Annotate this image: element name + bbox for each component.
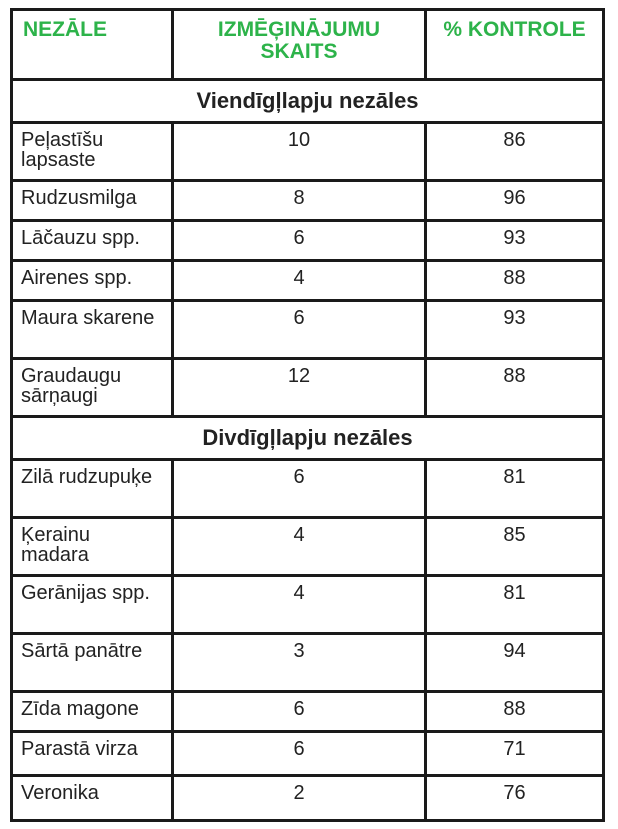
trial-count: 4	[174, 577, 427, 632]
trial-count: 2	[174, 777, 427, 819]
trial-count: 4	[174, 519, 427, 574]
table-row	[13, 519, 602, 577]
weed-name: Airenes spp.	[13, 262, 174, 299]
table-row	[13, 461, 602, 519]
weed-name: Rudzusmilga	[13, 182, 174, 219]
weed-name: Zilā rudzupuķe	[13, 461, 174, 516]
weed-name: Peļastīšu lapsaste	[13, 124, 174, 179]
section-title-monocots: Viendīgļlapju nezāles	[13, 81, 602, 124]
table-row	[13, 693, 602, 733]
weed-control-table	[10, 8, 605, 822]
table-row	[13, 182, 602, 222]
table-row	[13, 262, 602, 302]
control-percent: 96	[503, 187, 526, 209]
weed-name: Parastā virza	[13, 733, 174, 774]
table-row	[13, 360, 602, 418]
control-percent: 88	[503, 267, 526, 289]
header-control-percent: % KONTROLE	[443, 18, 586, 41]
trial-count: 6	[174, 693, 427, 730]
trial-count: 6	[174, 302, 427, 357]
control-percent: 86	[503, 129, 526, 151]
weed-name: Graudaugu sārņaugi	[13, 360, 174, 415]
control-percent: 93	[503, 307, 526, 329]
weed-name: Ķerainu madara	[13, 519, 174, 574]
trial-count: 10	[174, 124, 427, 179]
weed-name: Gerānijas spp.	[13, 577, 174, 632]
control-percent: 85	[503, 524, 526, 546]
control-percent: 88	[503, 698, 526, 720]
control-percent: 71	[503, 738, 526, 760]
trial-count: 3	[174, 635, 427, 690]
weed-name: Lāčauzu spp.	[13, 222, 174, 259]
weed-name: Sārtā panātre	[13, 635, 174, 690]
table-row	[13, 302, 602, 360]
control-percent: 76	[503, 782, 526, 804]
control-percent: 88	[503, 365, 526, 387]
weed-name: Maura skarene	[13, 302, 174, 357]
header-trial-count: IZMĒĢINĀJUMU SKAITS	[174, 11, 427, 78]
trial-count: 6	[174, 461, 427, 516]
control-percent: 93	[503, 227, 526, 249]
table-header-row	[13, 11, 602, 81]
trial-count: 4	[174, 262, 427, 299]
table-row	[13, 577, 602, 635]
table-row	[13, 777, 602, 819]
weed-name: Veronika	[13, 777, 174, 819]
control-percent: 94	[503, 640, 526, 662]
table-row	[13, 222, 602, 262]
trial-count: 6	[174, 222, 427, 259]
control-percent: 81	[503, 582, 526, 604]
table-row	[13, 124, 602, 182]
trial-count: 12	[174, 360, 427, 415]
weed-name: Zīda magone	[13, 693, 174, 730]
trial-count: 8	[174, 182, 427, 219]
section-title-dicots: Divdīgļlapju nezāles	[13, 418, 602, 461]
table-row	[13, 635, 602, 693]
trial-count: 6	[174, 733, 427, 774]
control-percent: 81	[503, 466, 526, 488]
header-weed: NEZĀLE	[13, 11, 174, 78]
table-row	[13, 733, 602, 777]
